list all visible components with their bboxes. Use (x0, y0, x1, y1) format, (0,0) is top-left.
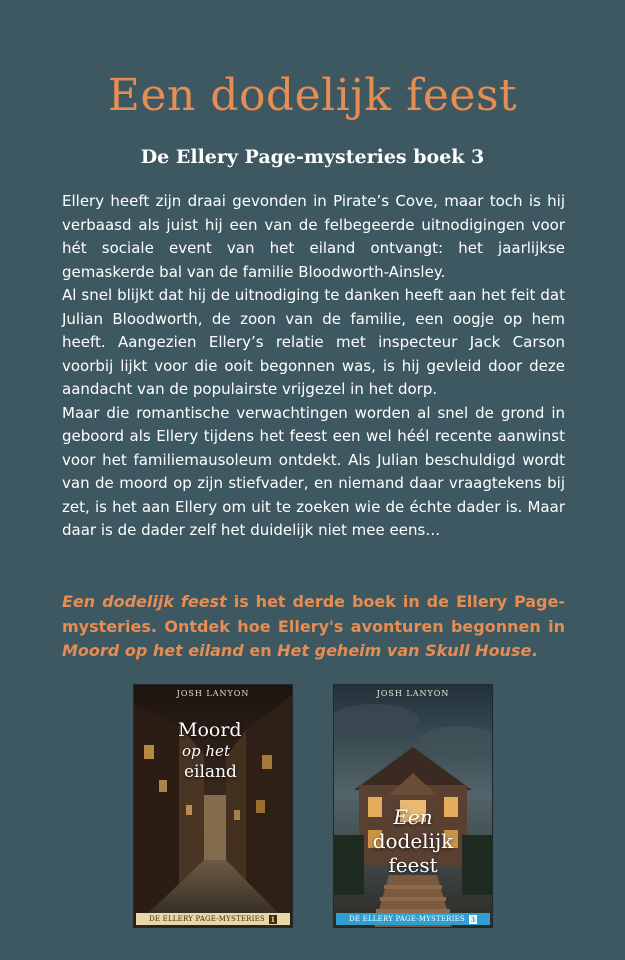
blurb-text (62, 190, 565, 543)
cover-title-line: feest (388, 853, 438, 877)
cover-title-line: dodelijk (372, 829, 454, 853)
series-subtitle: De Ellery Page-mysteries boek 3 (140, 146, 485, 168)
series-banner (336, 913, 490, 925)
cover-title-line: eiland (184, 762, 237, 782)
promo-title: Een dodelijk feest (62, 592, 227, 611)
promo-text-part: is het derde boek in de Ellery Page-mysteries. Ontdek hoe Ellery's avonturen begonnen in (62, 592, 566, 636)
cover-title (134, 719, 292, 783)
promo-text (62, 590, 565, 664)
series-name: DE ELLERY PAGE-MYSTERIES (349, 915, 465, 923)
series-number: 1 (270, 914, 276, 924)
cover-author: JOSH LANYON (376, 689, 450, 698)
blurb-paragraph: Maar die romantische verwachtingen worden al snel de grond in geboord als Ellery tijdens het feest een wel héél recente aanwinst voor het familiemausoleum ontdekt. Als Julian beschuldigd wordt van de moord op zijn stiefvader, en niemand daar vraagtekens bij zet, is het aan Ellery om uit te zoeken wie de échte dader is. Maar daar is de dader zelf het duidelijk niet mee eens… (62, 403, 565, 539)
page-title: Een dodelijk feest (107, 70, 518, 121)
book-cover-een-dodelijk-feest (333, 684, 493, 928)
promo-text-part: . (531, 641, 538, 660)
series-banner (136, 913, 290, 925)
cover-title-line: Moord (178, 719, 242, 741)
series-name: DE ELLERY PAGE-MYSTERIES (149, 915, 265, 923)
book-cover-moord-op-het-eiland (133, 684, 293, 928)
blurb-paragraph: Ellery heeft zijn draai gevonden in Pirate’s Cove, maar toch is hij verbaasd als juist hij een van de felbegeerde uitnodigingen voor hét sociale event van het eiland ontvangt: het jaarlijkse gemaskerde bal van de familie Bloodworth-Ainsley. (62, 192, 565, 281)
cover-title (334, 805, 492, 877)
blurb-paragraph: Al snel blijkt dat hij de uitnodiging te danken heeft aan het feit dat Julian Bloodworth, de zoon van de familie, een oogje op hem heeft. Aangezien Ellery’s relatie met inspecteur Jack Carson voorbij lijkt voor die ooit begonnen was, is hij gevleid door deze aandacht van de populairste vrijgezel in het dorp. (62, 286, 565, 398)
cover-title-line: op het (182, 742, 230, 760)
series-number: 3 (470, 914, 476, 924)
cover-author: JOSH LANYON (176, 689, 250, 698)
promo-text-part: en (243, 641, 278, 660)
cover-title-line: Een (393, 805, 433, 829)
promo-book2: Het geheim van Skull House (277, 641, 532, 660)
promo-book1: Moord op het eiland (62, 641, 244, 660)
